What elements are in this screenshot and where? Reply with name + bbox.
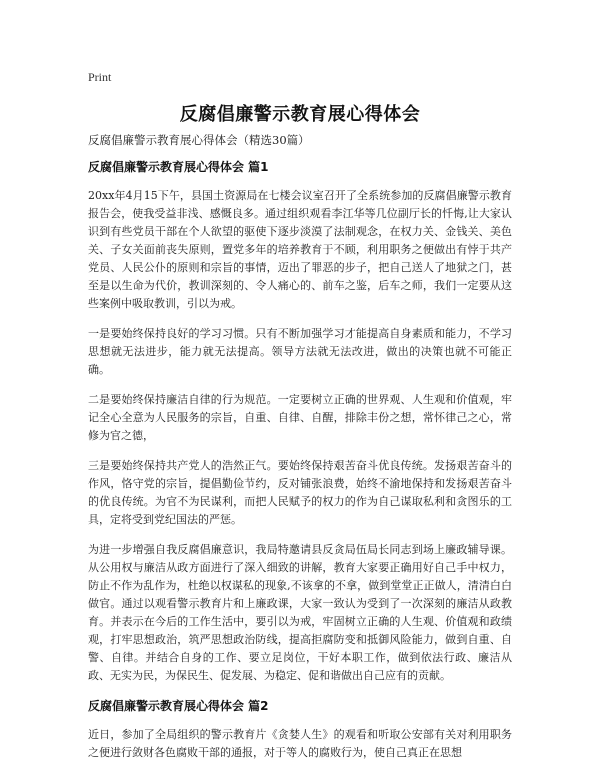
- paragraph: 20xx年4月15下午，县国土资源局在七楼会议室召开了全系统参加的反腐倡廉警示教育报告会，使我受益非浅、感慨良多。通过组织观看李江华等几位副厅长的忏悔,让大家认识到有些党员干部在个人欲望的驱使下逐步淡漠了法制观念，在权力关、金钱关、美色关、子女关面前丧失原则，置党多年的培养教育于不顾，利用职务之便做出有悖于共产党员、人民公仆的原则和宗旨的事情，迈出了罪恶的步子，把自己送人了地狱之门，甚至是以生命为代价，教训深刻的、令人痛心的、前车之鉴，后车之师，我们一定要从这些案例中吸取教训，引以为戒。: [88, 189, 512, 310]
- document-subtitle: 反腐倡廉警示教育展心得体会（精选30篇）: [88, 133, 310, 147]
- paragraph: 近日，参加了全局组织的警示教育片《贪婪人生》的观看和听取公安部有关对利用职务之便进行敛财各色腐败干部的通报，对于等人的腐败行为，使自己真正在思想: [88, 728, 512, 759]
- section-heading: 反腐倡廉警示教育展心得体会 篇2: [88, 699, 269, 713]
- print-link[interactable]: Print: [88, 70, 112, 84]
- section-heading: 反腐倡廉警示教育展心得体会 篇1: [88, 160, 269, 174]
- paragraph: 三是要始终保持共产党人的浩然正气。要始终保持艰苦奋斗优良传统。发扬艰苦奋斗的作风，恪守党的宗旨，提倡勤俭节约，反对铺张浪费，始终不渝地保持和发扬艰苦奋斗的优良传统。为官不为民谋利，而把人民赋予的权力的作为自己谋取私利和贪图乐的工具，定将受到党纪国法的严惩。: [88, 459, 512, 526]
- paragraph: 二是要始终保持廉洁自律的行为规范。一定要树立正确的世界观、人生观和价值观，牢记全心全意为人民服务的宗旨，自重、自律、自醒，排除丰份之想，常怀律己之心，常修为官之德，: [88, 393, 512, 442]
- paragraph: 为进一步增强自我反腐倡廉意识，我局特邀请县反贪局伍局长同志到场上廉政辅导课。从公用权与廉洁从政方面进行了深入细致的讲解，教育大家要正确用好自己手中权力，防止不作为乱作为，杜绝以权谋私的现象,不该拿的不拿，做到堂堂正正做人，清清白白做官。通过以观看警示教育片和上廉政课，大家一致认为受到了一次深刻的廉洁从政教育。并表示在今后的工作生活中，要引以为戒，牢固树立正确的人生观、价值观和政绩观，打牢思想政治，筑严思想政治防线，提高拒腐防变和抵御风险能力，做到自重、自警、自律。并结合自身的工作、要立足岗位，干好本职工作，做到依法行政、廉洁从政、无实为民，为保民生、促发展、为稳定、促和谐做出自己应有的贡献。: [88, 543, 512, 682]
- document-body: [88, 158, 512, 774]
- paragraph: 一是要始终保持良好的学习习惯。只有不断加强学习才能提高自身素质和能力，不学习思想就无法进步，能力就无法提高。领导方法就无法改进，做出的决策也就不可能正确。: [88, 327, 512, 376]
- page-title: 反腐倡廉警示教育展心得体会: [179, 104, 421, 125]
